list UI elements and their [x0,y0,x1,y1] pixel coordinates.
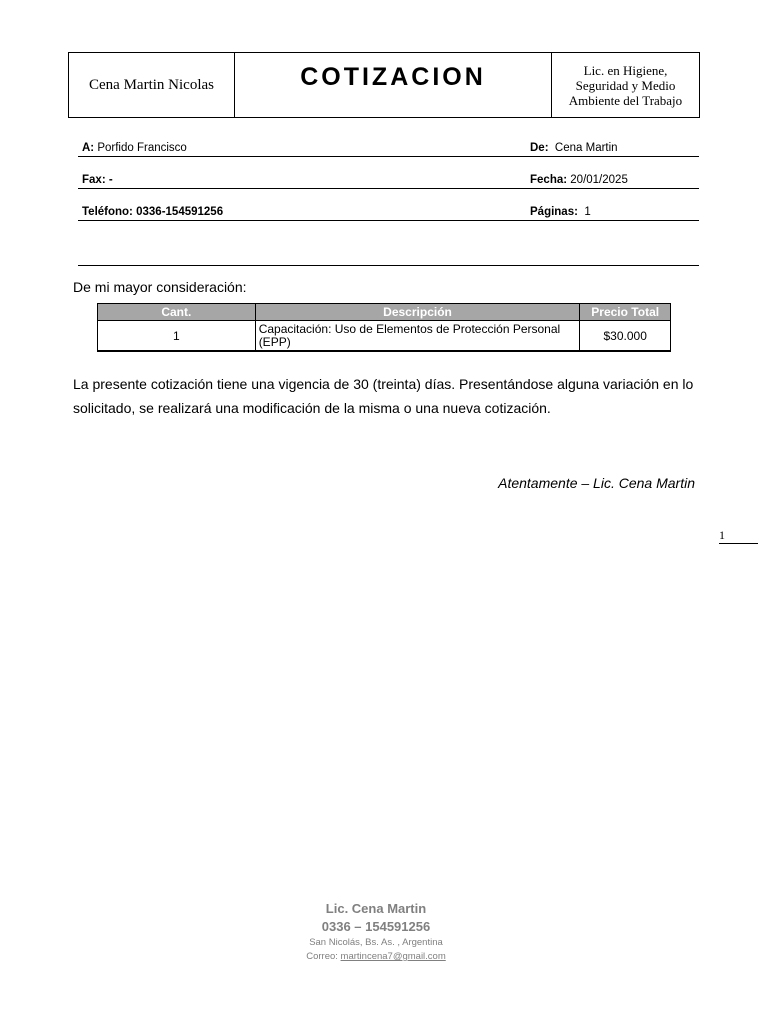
cell-quantity: 1 [98,321,256,352]
info-row-to [78,126,699,157]
author-credential: Lic. en Higiene, Seguridad y Medio Ambiente del Trabajo [568,62,683,108]
document-title: COTIZACION [300,63,486,91]
info-row-fax [78,157,699,189]
sender-field: De: Cena Martin [530,142,618,154]
table-row [98,321,671,352]
header-total-price: Precio Total [580,304,671,321]
divider-line [78,265,699,266]
fax-field: Fax: - [82,174,113,186]
page-number: 1 [719,528,758,544]
author-name: Cena Martin Nicolas [69,53,235,117]
info-row-phone [78,189,699,221]
validity-paragraph: La presente cotización tiene una vigencia de 30 (treinta) días. Presentándose alguna variación en lo solicitado, se realizará una modificación de la misma o una nueva cotización. [73,376,694,416]
phone-field: Teléfono: 0336-154591256 [82,206,224,218]
document-title-cell [235,53,552,117]
footer [0,900,752,964]
table-header-row [98,304,671,321]
footer-name: Lic. Cena Martin [325,901,427,916]
email-label: Correo: [306,951,338,962]
quotation-table [97,303,671,352]
cell-total-price: $30.000 [580,321,671,352]
email-link[interactable]: martincena7@gmail.com [340,951,446,962]
footer-email [0,950,752,964]
header-description: Descripción [255,304,580,321]
recipient-field: A: Porfido Francisco [82,142,187,154]
document-header [68,52,700,118]
footer-location: San Nicolás, Bs. As. , Argentina [309,937,443,948]
date-field: Fecha: 20/01/2025 [530,174,628,186]
footer-phone: 0336 – 154591256 [321,919,431,934]
pages-field: Páginas: 1 [530,206,591,218]
greeting: De mi mayor consideración: [73,279,247,295]
header-quantity: Cant. [98,304,256,321]
signoff: Atentamente – Lic. Cena Martin [498,475,695,491]
cell-description: Capacitación: Uso de Elementos de Protección Personal (EPP) [255,321,580,352]
